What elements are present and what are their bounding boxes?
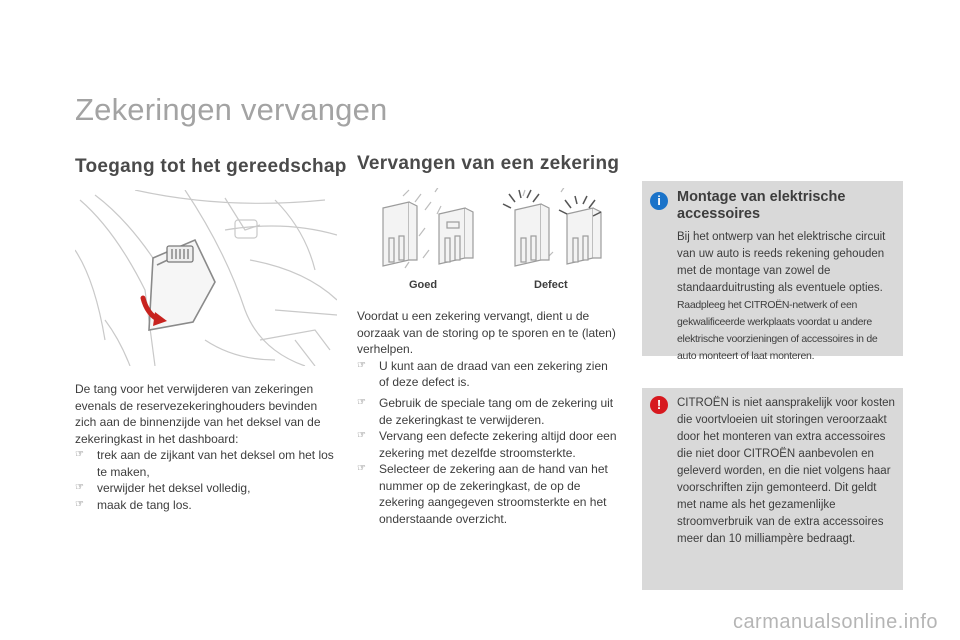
label-good: Goed [409, 279, 438, 291]
list-item: ☞ trek aan de zijkant van het deksel om het los te maken, [75, 448, 334, 479]
page-title: Zekeringen vervangen [75, 92, 388, 127]
dashboard-drawing [75, 190, 337, 366]
info-icon: i [650, 192, 668, 210]
replace-steps [357, 395, 619, 527]
tools-text [75, 381, 337, 513]
info-box-text-small: Raadpleeg het CITROËN-netwerk of een gekwalificeerde werkplaats voordat u andere elektrische voorzieningen of accessoires in de auto monteert of laat monteren. [677, 299, 878, 362]
list-item: ☞ Vervang een defecte zekering altijd door een zekering met dezelfde stroomsterkte. [357, 429, 617, 460]
warning-box [642, 388, 903, 590]
info-box [642, 181, 903, 362]
pointer-icon: ☞ [357, 463, 366, 474]
list-item: ☞ Selecteer de zekering aan de hand van het nummer op de zekeringkast, de op de zekering aangegeven stroomsterkte en het onderstaande overzicht. [357, 462, 608, 526]
list-item: ☞ U kunt aan de draad van een zekering zien of deze defect is. [357, 358, 608, 389]
replace-text [357, 308, 619, 391]
warning-box-text: CITROËN is niet aansprakelijk voor kosten die voortvloeien uit storingen veroorzaakt door het monteren van extra accessoires die niet door CITROËN aanbevolen en geleverd worden, en die niet volgens haar voorschriften zijn gemonteerd. Dit geldt met name als het gezamenlijke stroomverbruik van de extra accessoires meer dan 10 milliampère bedraagt. [677, 397, 895, 545]
info-box-title: Montage van elektrische accessoires [677, 189, 846, 222]
pointer-icon: ☞ [75, 449, 84, 460]
list-item: ☞ maak de tang los. [75, 497, 192, 512]
replace-intro: Voordat u een zekering vervangt, dient u de oorzaak van de storing op te sporen en te (laten) verhelpen. [357, 309, 616, 356]
list-item: ☞ verwijder het deksel volledig, [75, 481, 251, 495]
warning-icon: ! [650, 396, 668, 414]
tools-intro: De tang voor het verwijderen van zekeringen evenals de reservezekeringhouders bevinden zich aan de binnenzijde van het deksel van de zekeringkast in het dashboard: [75, 382, 321, 446]
pointer-icon: ☞ [357, 430, 366, 441]
pointer-icon: ☞ [357, 397, 366, 408]
pointer-icon: ☞ [75, 498, 84, 510]
watermark: carmanualsonline.info [732, 611, 938, 633]
info-box-text: Bij het ontwerp van het elektrische circuit van uw auto is reeds rekening gehouden met de montage van zowel de standaarduitrusting als eventuele opties. [677, 231, 886, 294]
list-item: ☞ Gebruik de speciale tang om de zekering uit de zekeringkast te verwijderen. [357, 396, 614, 427]
dashboard-illustration [75, 190, 337, 366]
pointer-icon: ☞ [357, 359, 366, 371]
section-heading-replace: Vervangen van een zekering [357, 153, 620, 174]
label-defect: Defect [534, 279, 568, 291]
fuse-illustration [375, 188, 610, 274]
pointer-icon: ☞ [75, 482, 84, 493]
section-heading-tools: Toegang tot het gereedschap [75, 156, 347, 177]
fuse-drawing [375, 188, 610, 274]
